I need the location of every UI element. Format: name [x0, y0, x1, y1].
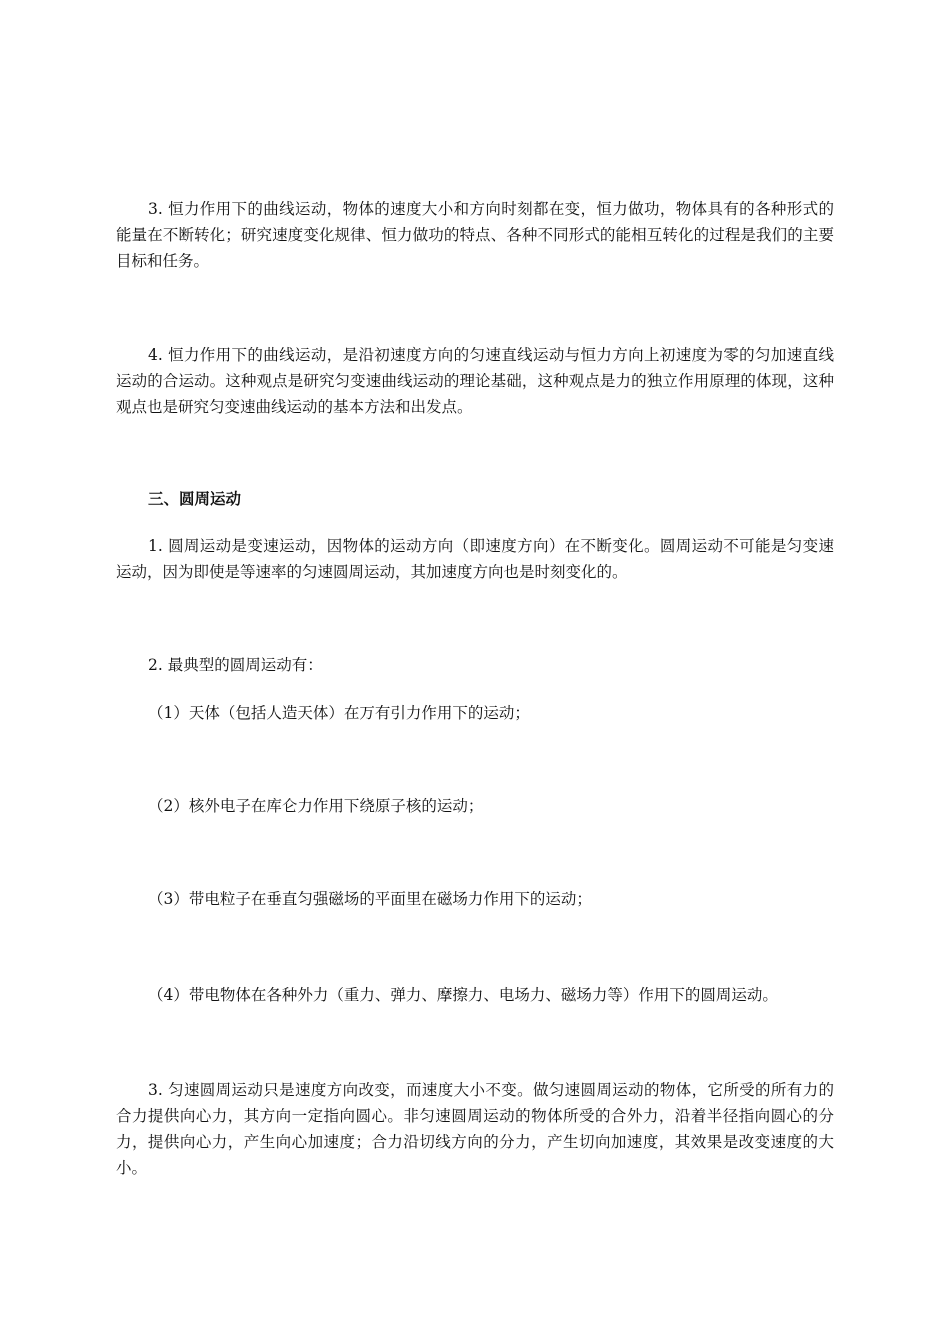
list-item-4: （4）带电物体在各种外力（重力、弹力、摩擦力、电场力、磁场力等）作用下的圆周运动。 [148, 986, 778, 1004]
list-item-3: （3）带电粒子在垂直匀强磁场的平面里在磁场力作用下的运动； [148, 890, 592, 908]
paragraph-circular-1: 1. 圆周运动是变速运动，因物体的运动方向（即速度方向）在不断变化。圆周运动不可能是匀变速运动，因为即使是等速率的匀速圆周运动，其加速度方向也是时刻变化的。 [116, 537, 835, 581]
section-heading-circular-motion: 三、圆周运动 [148, 490, 242, 508]
paragraph-3-constant-force-curve: 3. 恒力作用下的曲线运动，物体的速度大小和方向时刻都在变，恒力做功，物体具有的各种形式的能量在不断转化；研究速度变化规律、恒力做功的特点、各种不同形式的能相互转化的过程是我们的主要目标和任务。 [116, 200, 835, 270]
paragraph-4-constant-force-composition: 4. 恒力作用下的曲线运动，是沿初速度方向的匀速直线运动与恒力方向上初速度为零的匀加速直线运动的合运动。这种观点是研究匀变速曲线运动的理论基础，这种观点是力的独立作用原理的体现，这种观点也是研究匀变速曲线运动的基本方法和出发点。 [116, 346, 835, 416]
list-item-1: （1）天体（包括人造天体）在万有引力作用下的运动； [148, 704, 530, 722]
paragraph-circular-3: 3. 匀速圆周运动只是速度方向改变，而速度大小不变。做匀速圆周运动的物体，它所受的所有力的合力提供向心力，其方向一定指向圆心。非匀速圆周运动的物体所受的合外力，沿着半径指向圆心的分力，提供向心力，产生向心加速度；合力沿切线方向的分力，产生切向加速度，其效果是改变速度的大小。 [116, 1081, 835, 1177]
paragraph-circular-2: 2. 最典型的圆周运动有： [148, 656, 323, 674]
list-item-2: （2）核外电子在库仑力作用下绕原子核的运动； [148, 797, 484, 815]
